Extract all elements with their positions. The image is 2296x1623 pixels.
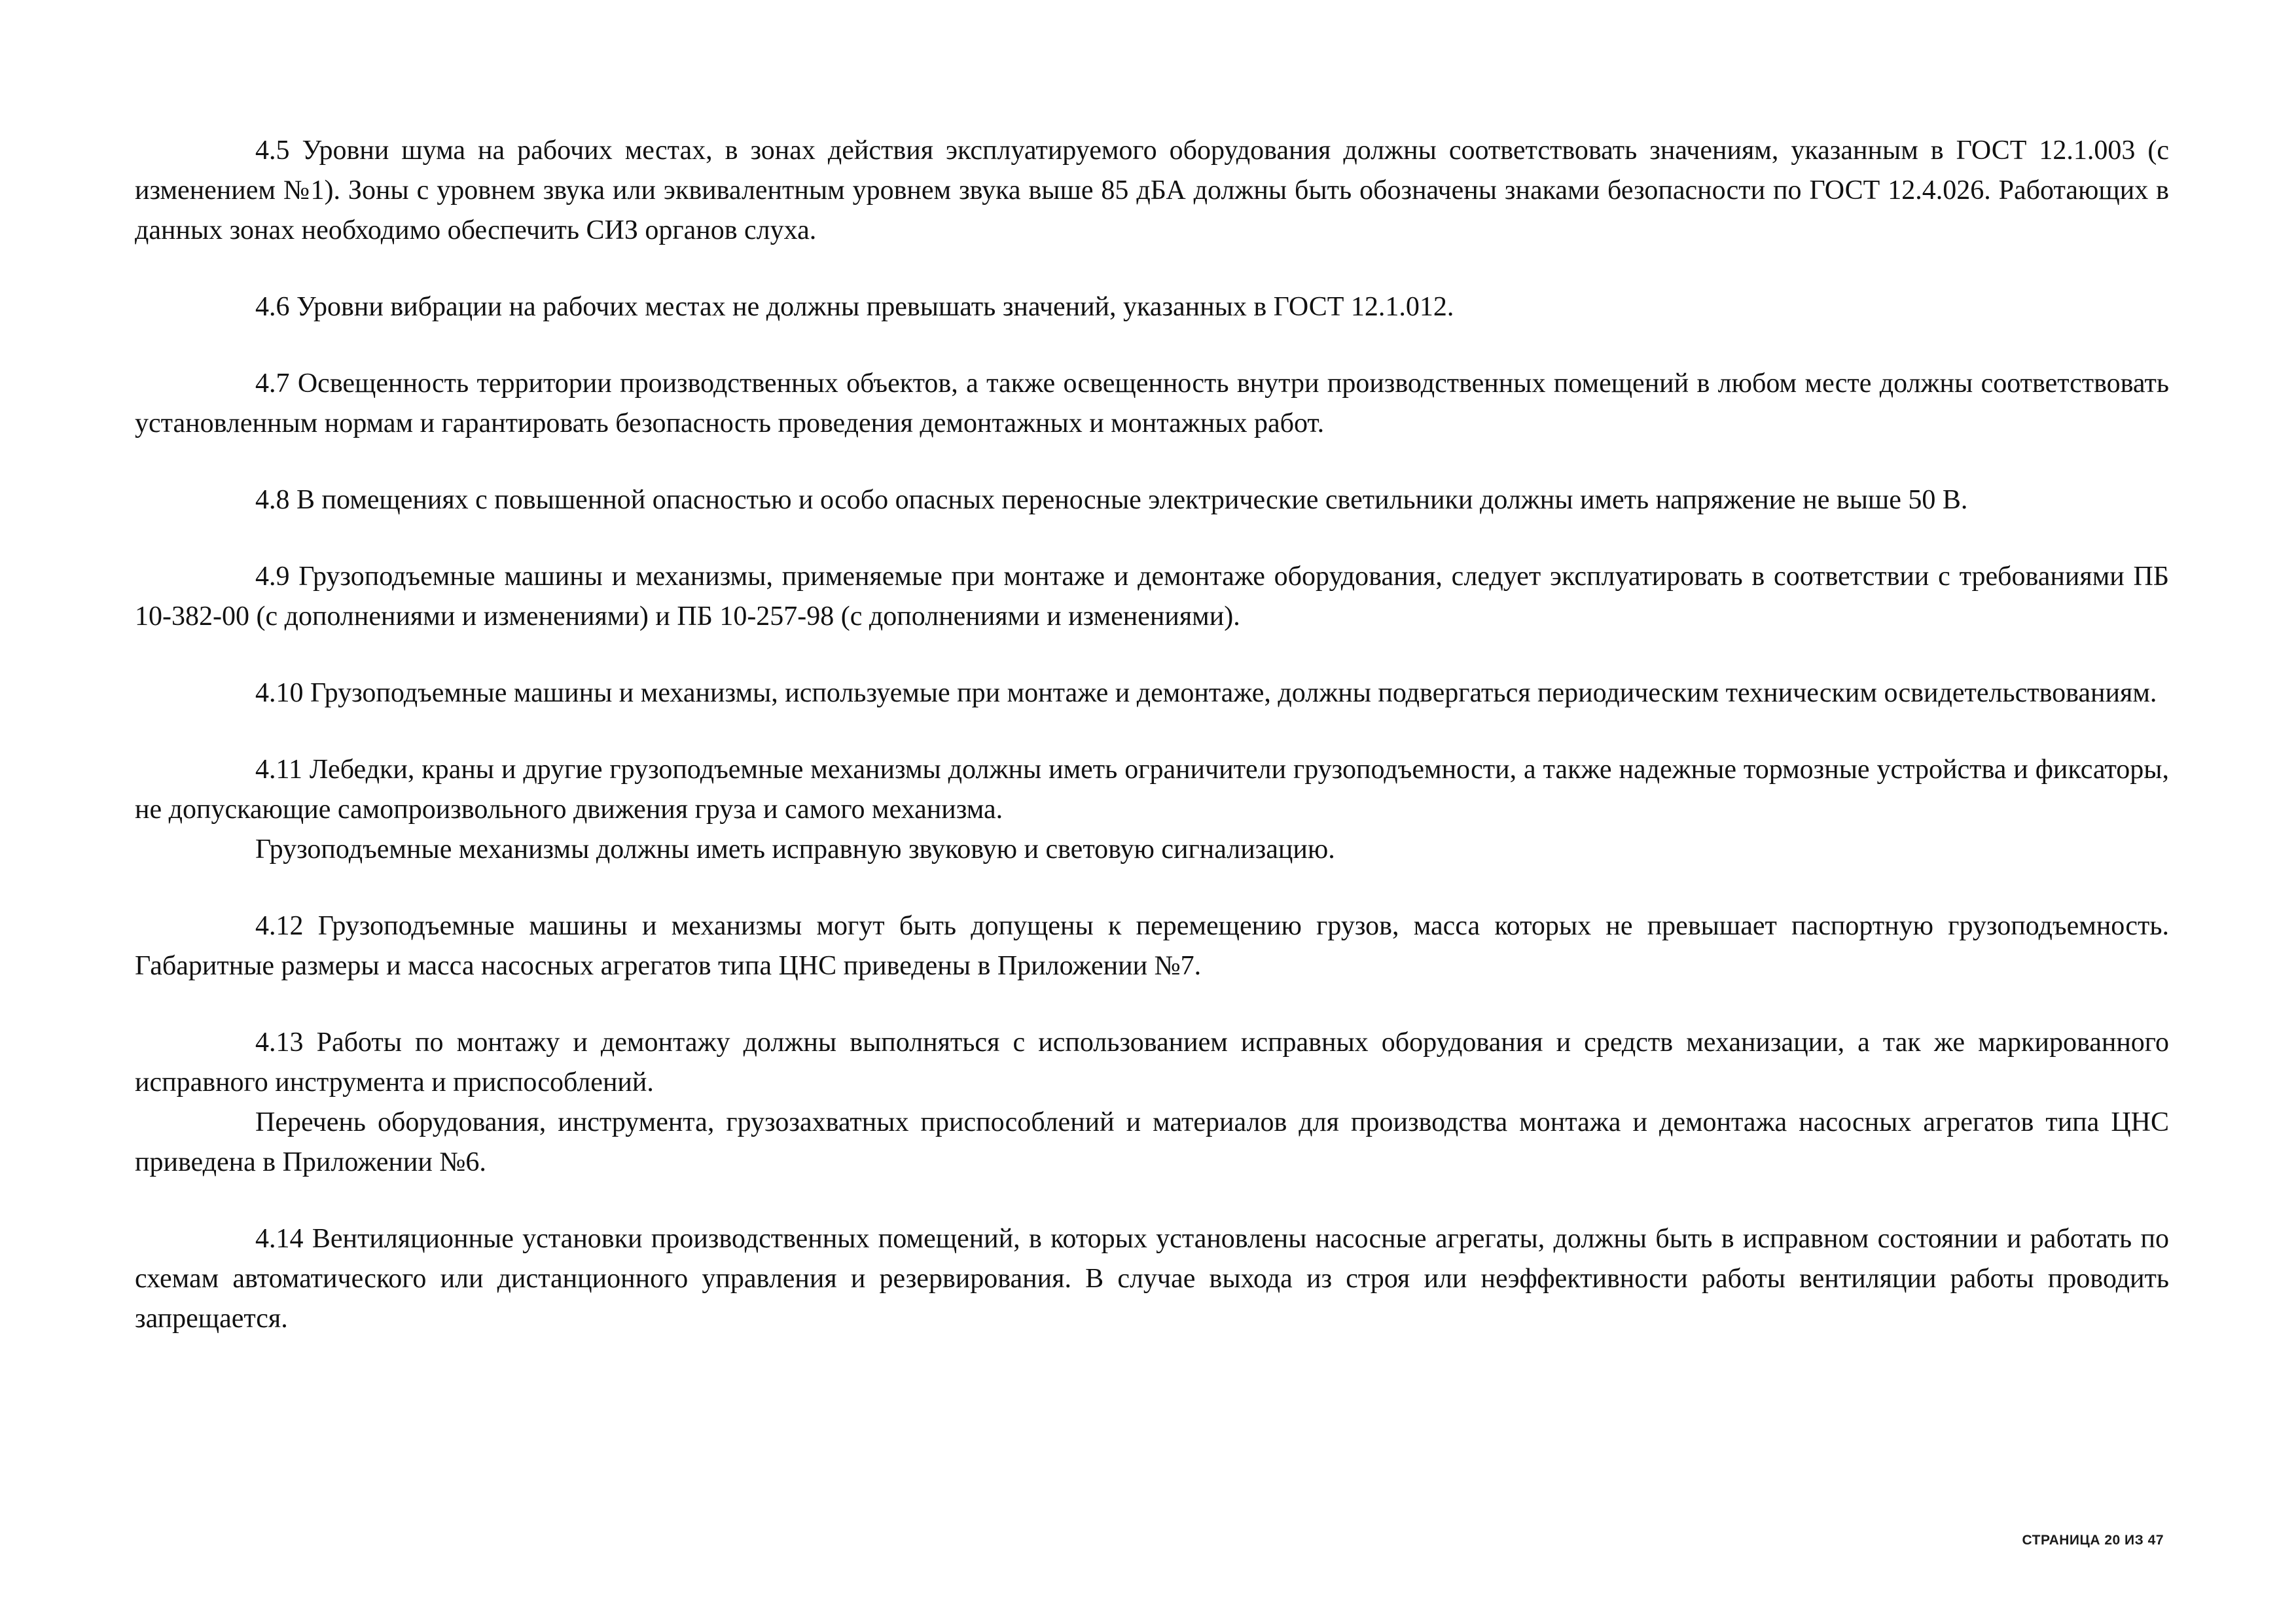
paragraph-4-11: 4.11 Лебедки, краны и другие грузоподъемные механизмы должны иметь ограничители грузоподъемности, а также надежные тормозные устройства и фиксаторы, не допускающие самопроизвольного движения груза и самого механизма. [135,755,2169,825]
paragraph-4-13-continued: Перечень оборудования, инструмента, грузозахватных приспособлений и материалов для производства монтажа и демонтажа насосных агрегатов типа ЦНС приведена в Приложении №6. [135,1107,2169,1177]
paragraph-4-7: 4.7 Освещенность территории производственных объектов, а также освещенность внутри производственных помещений в любом месте должны соответствовать установленным нормам и гарантировать безопасность проведения демонтажных и монтажных работ. [135,368,2169,438]
paragraph-4-8: 4.8 В помещениях с повышенной опасностью и особо опасных переносные электрические светильники должны иметь напряжение не выше 50 В. [255,485,1968,515]
paragraph-4-9: 4.9 Грузоподъемные машины и механизмы, применяемые при монтаже и демонтаже оборудования, следует эксплуатировать в соответствии с требованиями ПБ 10-382-00 (с дополнениями и изменениями) и ПБ 10-257-98 (с дополнениями и изменениями). [135,562,2169,632]
page-number: СТРАНИЦА 20 ИЗ 47 [2022,1533,2164,1548]
paragraph-4-10: 4.10 Грузоподъемные машины и механизмы, используемые при монтаже и демонтаже, должны подвергаться периодическим техническим освидетельствованиям. [255,678,2157,708]
paragraph-4-13: 4.13 Работы по монтажу и демонтажу должны выполняться с использованием исправных оборудования и средств механизации, а так же маркированного исправного инструмента и приспособлений. [135,1027,2169,1097]
document-body [135,131,2169,1339]
paragraph-4-14: 4.14 Вентиляционные установки производственных помещений, в которых установлены насосные агрегаты, должны быть в исправном состоянии и работать по схемам автоматического или дистанционного управления и резервирования. В случае выхода из строя или неэффективности работы вентиляции работы проводить запрещается. [135,1224,2169,1334]
paragraph-4-6: 4.6 Уровни вибрации на рабочих местах не должны превышать значений, указанных в ГОСТ 12.1.012. [255,292,1454,322]
paragraph-4-12: 4.12 Грузоподъемные машины и механизмы могут быть допущены к перемещению грузов, масса которых не превышает паспортную грузоподъемность. Габаритные размеры и масса насосных агрегатов типа ЦНС приведены в Приложении №7. [135,911,2169,981]
paragraph-4-11-continued: Грузоподъемные механизмы должны иметь исправную звуковую и световую сигнализацию. [255,834,1335,865]
paragraph-4-5: 4.5 Уровни шума на рабочих местах, в зонах действия эксплуатируемого оборудования должны соответствовать значениям, указанным в ГОСТ 12.1.003 (с изменением №1). Зоны с уровнем звука или эквивалентным уровнем звука выше 85 дБА должны быть обозначены знаками безопасности по ГОСТ 12.4.026. Работающих в данных зонах необходимо обеспечить СИЗ органов слуха. [135,135,2169,245]
